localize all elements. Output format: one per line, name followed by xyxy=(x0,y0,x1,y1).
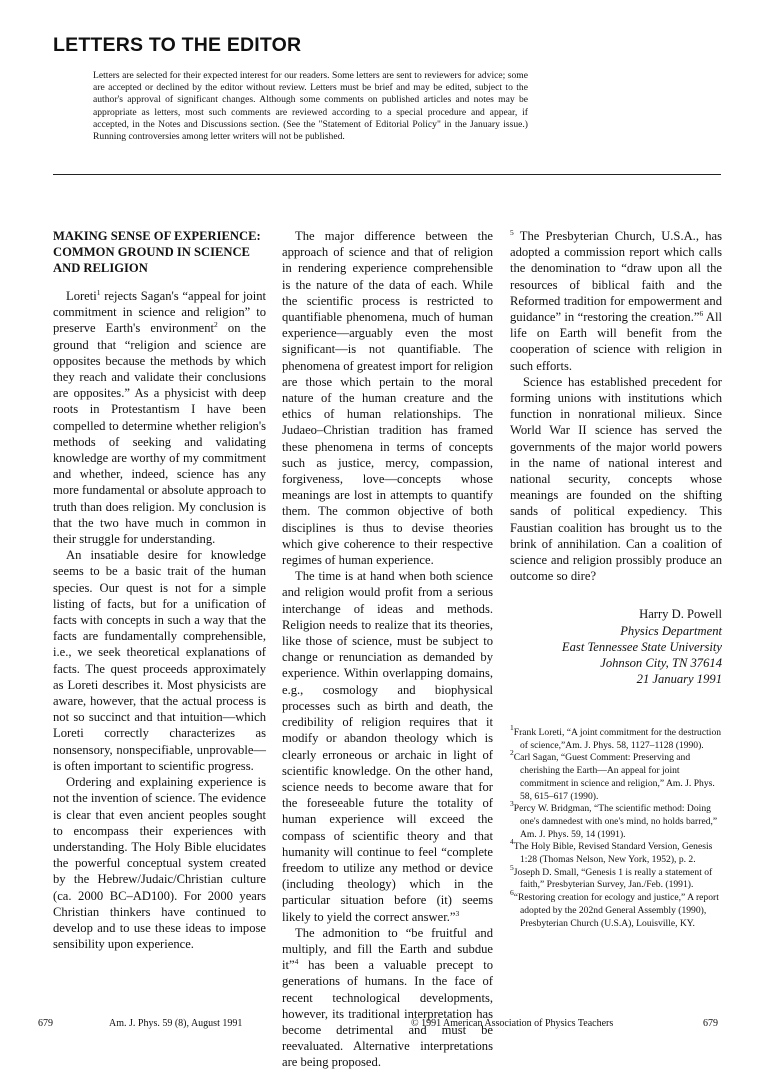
letter-date: 21 January 1991 xyxy=(636,672,722,687)
reference-item: $^5$Joseph D. Small, “Genesis 1 is really a statement of faith,” Presbyterian Survey, Jan./Feb. (1991). xyxy=(510,862,713,891)
page-number-left: 679 xyxy=(38,1018,53,1029)
reference-item: $^6$“Restoring creation for ecology and justice,” A report adopted by the 202nd General Assembly (1990), Presbyterian Church (U.S.A), Louisville, KY. xyxy=(510,888,719,929)
author-name: Harry D. Powell xyxy=(639,607,722,622)
citation-4: 4 xyxy=(294,957,299,967)
reference-item: $^4$The Holy Bible, Revised Standard Version, Genesis 1:28 (Thomas Nelson, New York, 1952), p. 2. xyxy=(510,837,713,866)
journal-citation: Am. J. Phys. 59 (8), August 1991 xyxy=(109,1018,243,1029)
citation-1: 1 xyxy=(96,288,101,297)
header-divider xyxy=(53,174,721,175)
reference-item: $^1$Frank Loreti, “A joint commitment for the destruction of science,”Am. J. Phys. 58, 1127–1128 (1990). xyxy=(510,723,722,751)
section-title: LETTERS TO THE EDITOR xyxy=(53,34,302,56)
article-column-2 xyxy=(282,228,493,1071)
citation-3: 3 xyxy=(455,908,460,918)
citation-2: 2 xyxy=(214,320,218,330)
reference-item: $^3$Percy W. Bridgman, “The scientific method: Doing one's damnedest with one's mind, no holds barred,” Am. J. Phys. 59, 14 (1991). xyxy=(510,799,718,840)
article-paragraph-3: Ordering and explaining experience is not the invention of science. The evidence is clear that even ancient peoples sought to encompass their experiences with understanding. The Holy Bible elucidates the powerful conceptual system created by the Hebrew/Judaic/Christian culture (ca. 2000 BC–AD100). For 2000 years Christian thinkers have continued to develop and to use these ideas to impose sensibility upon experience. xyxy=(53,775,266,952)
author-signature xyxy=(510,606,722,687)
citation-5: 5 xyxy=(510,228,514,237)
article-paragraph-7: Science has established precedent for forming unions with institutions which function in nonrational milieux. Since World War II science has served the governments of the major world powers in the name of national interest and national security, concepts whose meanings are founded on the shifting sands of political expediency. This Faustian coalition has brought us to the brink of annihilation. Can a coalition of science and religion prossibly produce an outcome so dire? xyxy=(510,374,722,584)
article-paragraph-1: Loreti$^1$ rejects Sagan's “appeal for joint commitment in science and religion” to preserve Earth's environment$^2$ on the ground that “religion and science are opposites because the methods by which they reach and validate their conclusions are opposites.” As a physicist with deep roots in Protestantism I have been compelled to determine whether religion's methods of seeking and validating knowledge are worthy of my commitment and whether, indeed, science has any more fundamental or absolute approach to truth than does religion. My conclusion is that the two have much in common in their struggle for understanding. xyxy=(53,288,267,547)
article-paragraph-6b: $^5$ The Presbyterian Church, U.S.A., has adopted a commission report which calls the denomination to “draw upon all the resources of biblical faith and the Reformed tradition for empowerment and guidance” in “restoring the creation.”$^6$ All life on Earth will benefit from the cooperation of science with religion in such efforts. xyxy=(510,228,722,373)
article-paragraph-2: An insatiable desire for knowledge seems to be a basic trait of the human species. Our quest is not for a simple listing of facts, but for a unification of facts with concepts in such a way that the facts are fundamentally comprehensible, i.e., we seek theoretical explanations of facts. The quest proceeds approximately as Loreti describes it. Most physicists are aware, however, that the actual process is not so succinct and that intuition—which Loreti correctly characterizes as nonsensory, nonspecifiable, unprovable—is often important to scientific progress. xyxy=(53,548,266,773)
article-paragraph-4: The major difference between the approach of science and that of religion in rendering experience comprehensible is the nature of the data of each. While the scientific process is restricted to quantifiable phenomena, much of human experience—arguably even the most significant—is not quantifiable. The phenomena of greatest import for religion are those which pertain to the moral nature of the human creature and the ethics of human relationships. The Judaeo–Christian tradition has framed these phenomena in terms of concepts such as justice, mercy, compassion, forgiveness, love—concepts whose meanings are lost in attempts to quantify them. The common objective of both disciplines is thus to devise theories which give coherence to their respective regimes of human experience. xyxy=(282,229,493,568)
page-number-right: 679 xyxy=(703,1018,718,1029)
citation-6: 6 xyxy=(699,309,704,319)
editorial-policy-intro: Letters are selected for their expected interest for our readers. Some letters are sent to reviewers for advice; some are accepted or declined by the editor without review. Letters must be brief and may be edited, subject to the author's approval of significant changes. Although some comments on published articles and notes may be appropriate as letters, most such comments are reviewed according to a special procedure and appear, if accepted, in the Notes and Discussions section. (See the "Statement of Editorial Policy" in the January issue.) Running controversies among letter writers will not be published. xyxy=(93,70,528,143)
copyright-notice: © 1991 American Association of Physics Teachers xyxy=(411,1018,614,1029)
article-paragraph-5: The time is at hand when both science and religion would profit from a serious interchange of ideas and methods. Religion needs to realize that its theories, like those of science, must be subject to change or renunciation as demanded by experience. Within overlapping domains, e.g., cosmology and biophysical processes such as birth and death, the credibility of religion requires that it modify or abandon theology which is clearly erroneous or archaic in light of scientific knowledge. On the other hand, science needs to become aware that for the foreseeable future the totality of human experience will exceed the compass of scientific theory and that humanity will continue to feel “complete freedom to utilize any method or device (including theology) which in the particular situation before (it) seems likely to yield the correct answer.”$^3$ xyxy=(282,569,493,924)
article-column-1 xyxy=(53,228,266,952)
article-column-3 xyxy=(510,228,722,687)
author-university: East Tennessee State University xyxy=(561,639,722,654)
author-city: Johnson City, TN 37614 xyxy=(600,656,722,671)
article-title: MAKING SENSE OF EXPERIENCE: COMMON GROUND IN SCIENCE AND RELIGION xyxy=(53,229,261,275)
references xyxy=(510,723,722,930)
reference-item: $^2$Carl Sagan, “Guest Comment: Preserving and cherishing the Earth—An appeal for joint commitment in science and religion,” Am. J. Phys. 58, 615–617 (1990). xyxy=(510,748,715,802)
article-paragraph-6a: The admonition to “be fruitful and multiply, and fill the Earth and subdue it”$^4$ has been a valuable precept to generations of humans. In the face of recent technological developments, however, its traditional interpretation has become detrimental and must be reevaluated. Alternative interpretations are being proposed. xyxy=(282,925,493,1070)
author-department: Physics Department xyxy=(620,623,722,638)
